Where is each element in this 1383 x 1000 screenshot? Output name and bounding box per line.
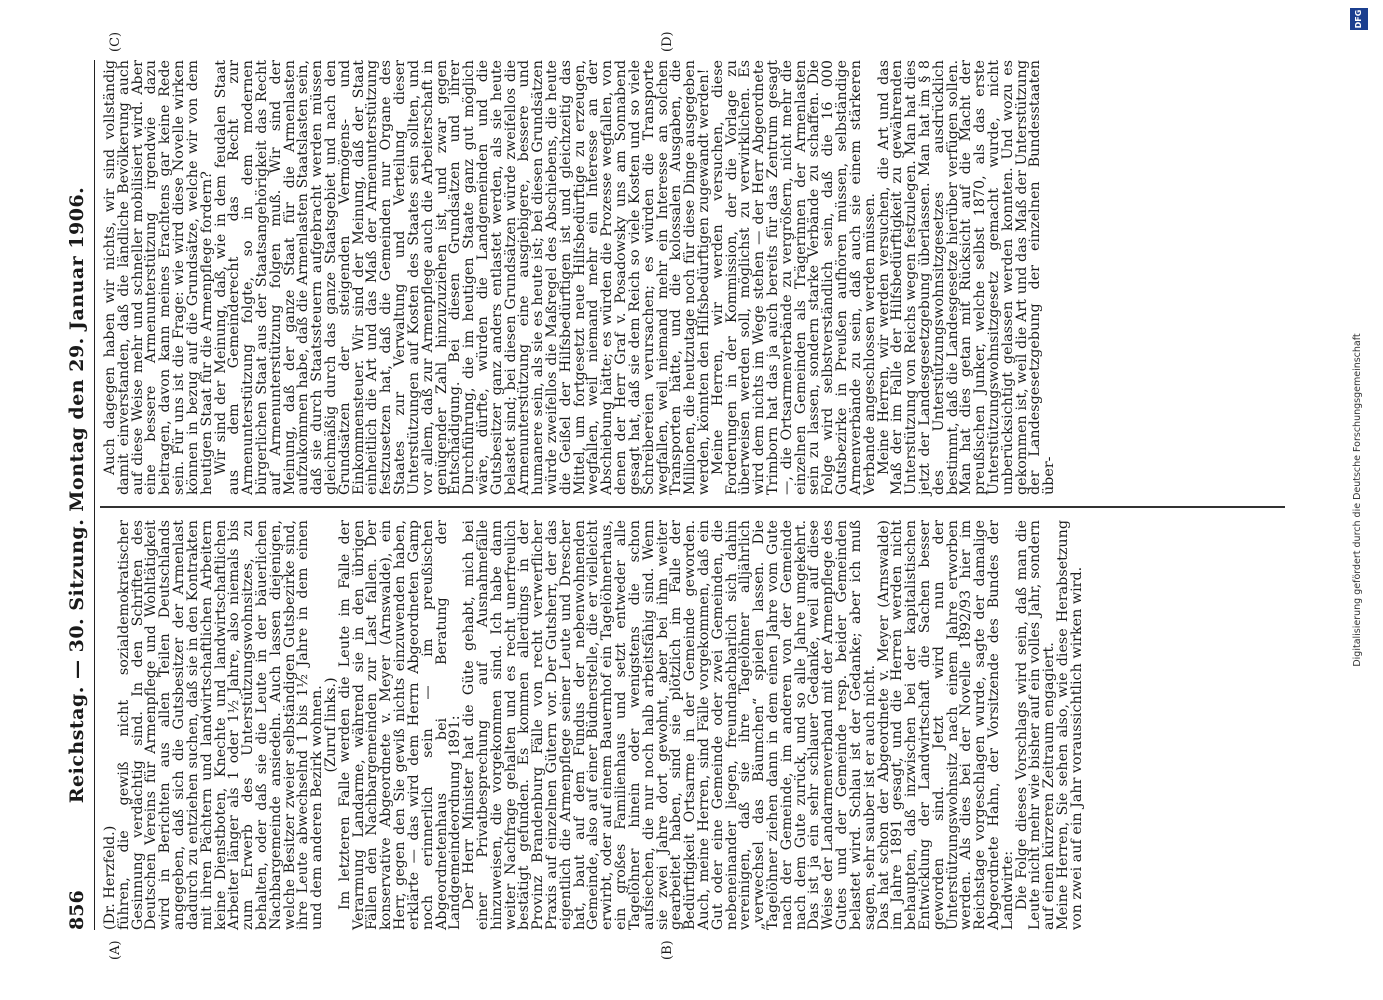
paragraph: führen, die gewiß nicht sozialdemokratischer Gesinnung verdächtig sind. In den Schriften des Deutschen Vereins für Armenpflege und Wohltätigkeit wird in Berichten aus allen Teilen Deutschlands angegeben, daß sich die Gutsbesitzer der Armenlast dadurch zu entziehen suchen, daß sie in den Kontrakten mit ihren Pächtern und landwirtschaftlichen Arbeitern keine Dienstboten, Knechte und landwirtschaftlichen Arbeiter länger als 1 oder 1½ Jahre, also niemals bis zum Erwerb des Unterstützungswohnsitzes, zu behalten, oder daß sie die Leute in der bäuerlichen Nachbargemeinde ansiedeln. Auch lassen diejenigen, welche Besitzer zweier selbständigen Gutsbezirke sind, ihre Leute abwechselnd 1 bis 1½ Jahre in dem einen und dem anderen Bezirk wohnen. (115, 520, 326, 930)
page-number: 856 (66, 890, 88, 930)
margin-marker-d: (D) (660, 31, 675, 52)
paragraph: Meine Herren, wir werden versuchen, die Art und das Maß der im Falle der Hilfsbedürftigkeit zu gewährenden Unterstützung von Reichs wegen festzulegen. Man hat dies jetzt der Landesgesetzgebung überlassen. Man hat im § 8 des Unterstützungswohnsitzgesetzes ausdrücklich bestimmt, daß die Landesgesetze hierüber verfügen sollen. Man hat dies getan mit Rücksicht auf die Macht der preußischen Junker, welche selbst 1870, als das erste Unterstützungswohnsitzgesetz gemacht wurde, nicht unberücksichtigt gelassen werden konnten. Und wozu es gekommen ist, weil die Art und das Maß der Unterstützung der Landesgesetzgebung der einzelnen Bundesstaaten über- (875, 60, 1058, 495)
right-column (104, 60, 1284, 495)
margin-marker-c: (C) (108, 31, 123, 52)
paragraph: Im letzteren Falle werden die Leute im Falle der Verarmung Landarme, während sie in den übrigen Fällen den Nachbargemeinden zur Last fallen. Der konservative Abgeordnete v. Meyer (Arnswalde), ein Herr, gegen den Sie gewiß nichts einzuwenden haben, erklärte — das wird dem Herrn Abgeordneten Gamp noch erinnerlich sein — im preußischen Abgeordnetenhaus bei Beratung der Landgemeindeordnung 1891: (336, 520, 464, 930)
page-title: Reichstag. — 30. Sitzung. Montag den 29. Januar 1906. (66, 186, 88, 804)
quotation: Die Folge dieses Vorschlags wird sein, daß man die Leute nicht mehr wie bisher auf ein volles Jahr, sondern auf einen kürzeren Zeitraum engagiert. (1013, 520, 1058, 930)
margin-marker-a: (A) (108, 940, 123, 960)
quotation: Der Herr Minister hat die Güte gehabt, mich bei einer Privatbesprechung auf Ausnahmefälle hinzuweisen, die vorgekommen sind. Ich habe dann weiter Nachfrage gehalten und es recht unerfreulich bestätigt gefunden. Es kommen allerdings in der Provinz Brandenburg Fälle von recht verwerflicher Praxis auf einzelnen Gütern vor. Der Gutsherr, der das eigentlich die Armenpflege seiner Leute und Drescher hat, baut auf dem Fundus der nebenwohnenden Gemeinde, also auf einer Büdnerstelle, die er vielleicht erwirbt, oder auf einem Bauernhof ein Tagelöhnerhaus, ein großes Familienhaus und setzt entweder alle Tagelöhner hinein oder wenigstens die schon aufsiechen, die nur noch halb arbeitsfähig sind. Wenn sie zwei Jahre dort gewohnt, aber bei ihm weiter gearbeitet haben, sind sie plötzlich im Falle der Bedürftigkeit Ortsarme in der Gemeinde geworden. Auch, meine Herren, sind Fälle vorgekommen, daß ein Gut oder eine Gemeinde oder zwei Gemeinden, die nebeneinander liegen, freundnachbarlich sich dahin vereinigen, daß sie ihre Tagelöhner alljährlich „verwechsel das Bäumchen“ spielen lassen. Die Tagelöhner ziehen dann in dem einen Jahre vom Gute nach der Gemeinde, im anderen von der Gemeinde nach dem Gute zurück, und so alle Jahre umgekehrt. Das ist ja ein sehr schlauer Gedanke, weil auf diese Weise der Landarmenverband mit der Armenpflege des Gutes und der Gemeinde resp. beider Gemeinden belastet wird. Schlau ist der Gedanke; aber ich muß sagen, sehr sauber ist er auch nicht. (461, 520, 878, 930)
left-column (104, 520, 1284, 930)
column-divider (100, 507, 1285, 509)
interjection: (Zuruf links.) (323, 677, 339, 773)
digitization-note: Digitalisierung gefördert durch die Deutsche Forschungsgemeinschaft (1352, 333, 1363, 667)
dfg-logo: DFG (1350, 8, 1368, 30)
paragraph: Auch dagegen haben wir nichts, wir sind vollständig damit einverstanden, daß die ländliche Bevölkerung auch auf diese Weise mehr und schneller mobilisiert wird. Aber eine bessere Armenunterstützung irgendwie dazu beitragen, davon kann meines Erachtens gar keine Rede sein. Für uns ist die Frage: wie wird diese Novelle wirken können in bezug auf die Grundsätze, welche wir von dem heutigen Staat für die Armenpflege fordern? (102, 60, 215, 495)
paragraph: Meine Herren, wir werden versuchen, diese Forderungen in der Kommission, der die Vorlage zu überweisen werden soll, möglichst zu verwirklichen. Es wird dem nichts im Wege stehen — der Herr Abgeordnete Trimborn hat das ja auch bereits für das Zentrum gesagt —, die Ortsarmenverbände zu vergrößern, nicht mehr die einzelnen Gemeinden als Trägerinnen der Armenlasten sein zu lassen, sondern starke Verbände zu schaffen. Die Folge wird selbstverständlich sein, daß die 16 000 Gutsbezirke in Preußen aufhören müssen, selbständige Armenverbände zu sein, daß auch sie einem stärkeren Verbande angeschlossen werden müssen. (709, 60, 878, 495)
page-header (60, 60, 95, 930)
speaker-label: (Dr. Herzfeld.) (102, 825, 118, 930)
paragraph: Das hat schon der Abgeordnete v. Meyer (Arnswalde) im Jahre 1891 gesagt, und die Herren werden nicht behaupten, daß inzwischen bei der kapitalistischen Entwicklung der Landwirtschaft die Sachen besser geworden sind. Jetzt wird nun der Unterstützungswohnsitz nach einem Jahre erworben werden. Als dies bei der Novelle 1892/93 hier im Reichstage vorgeschlagen wurde, sagte der damalige Abgeordnete Hahn, der Vorsitzende des Bundes der Landwirte: (875, 520, 1016, 930)
paragraph: Wir sind der Meinung, daß, wie in dem feudalen Staat aus dem Gemeinderecht das Recht zur Armenunterstützung folgte, so in dem modernen bürgerlichen Staat aus der Staatsangehörigkeit das Recht auf Armenunterstützung folgen muß. Wir sind der Meinung, daß der ganze Staat für die Armenlasten aufzukommen habe, daß die Armenlasten Staatslasten sein, daß sie durch Staatssteuern aufgebracht werden müssen gleichmäßig durch das ganze Staatsgebiet und nach den Grundsätzen der steigenden Vermögens- und Einkommensteuer. Wir sind der Meinung, daß der Staat einheitlich die Art und das Maß der Armenunterstützung festzusetzen hat, daß die Gemeinden nur Organe des Staates zur Verwaltung und Verteilung dieser Unterstützungen auf Kosten des Staates sein sollten, und vor allem, daß zur Armenpflege auch die Arbeiterschaft in genügender Zahl hinzuzuziehen ist, und zwar gegen Entschädigung. Bei diesen Grundsätzen und ihrer Durchführung, die im heutigen Staate ganz gut möglich wäre, dürfte, würden die Landgemeinden und die Gutsbesitzer ganz anders entlastet werden, als sie heute belastet sind; bei diesen Grundsätzen würde zweifellos die Armenunterstützung eine ausgiebigere, bessere und humanere sein, als sie es heute ist; bei diesen Grundsätzen würde zweifellos die Maßregel des Abschiebens, die heute die Geißel der Hilfsbedürftigen ist und gleichzeitig das Mittel, um fortgesetzt neue Hilfsbedürftige zu erzeugen, wegfallen, weil niemand mehr ein Interesse an der Abschiebung hätte; es würden die Prozesse wegfallen, von denen der Herr Graf v. Posadowsky uns am Sonnabend gesagt hat, daß sie dem Reich so viele Kosten und so viele Schreibereien verursachen; es würden die Transporte wegfallen, weil niemand mehr ein Interesse an solchen Transporten hätte, und die kolossalen Ausgaben, die Millionen, die heutzutage noch für diese Dinge ausgegeben werden, könnten den Hilfsbedürftigen zugewandt werden! (212, 60, 712, 495)
margin-marker-b: (B) (660, 940, 675, 960)
paragraph: Meine Herren, Sie sehen also, wie diese Herabsetzung von zwei auf ein Jahr voraussichtlich wirken wird. (1055, 520, 1085, 930)
